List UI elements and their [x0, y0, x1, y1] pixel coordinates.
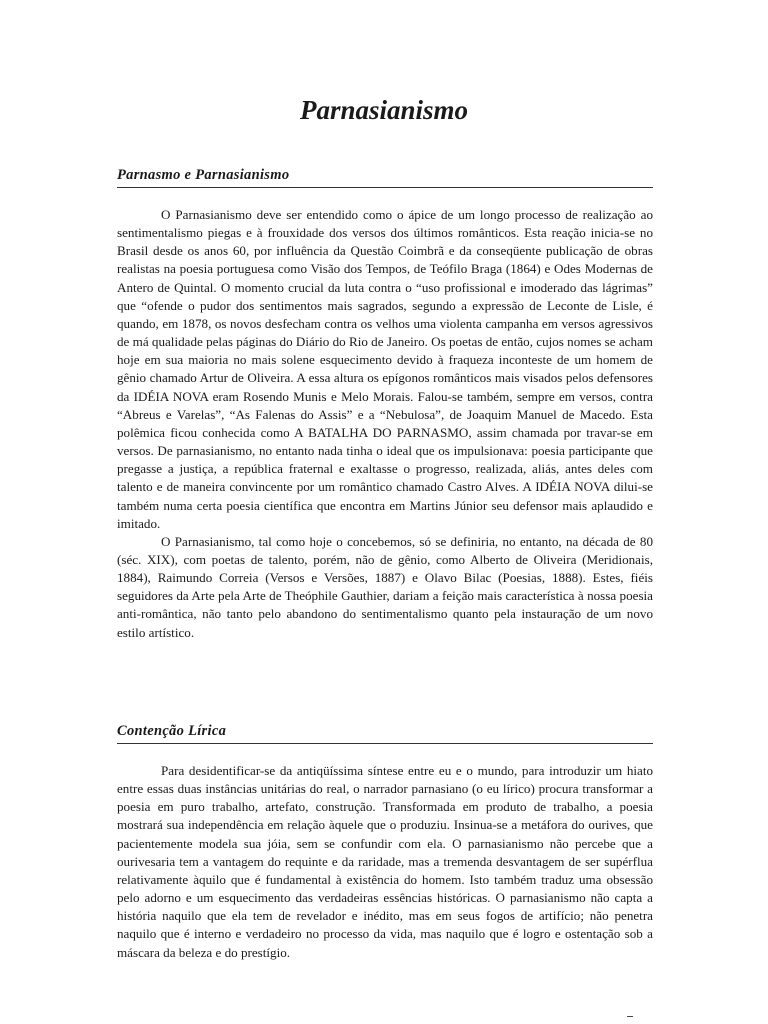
paragraph: Para desidentificar-se da antiqüíssima síntese entre eu e o mundo, para introduzir um hiato entre essas duas instâncias unitárias do real, o narrador parnasiano (o eu lírico) procura transformar a poesia em puro trabalho, artefato, construção. Transformada em produto de trabalho, a poesia mostrará sua independência em relação àquele que o produziu. Insinua-se a metáfora do ourives, que pacientemente modela sua jóia, sem se confundir com ela. O parnasianismo não percebe que a ourivesaria tem a vantagem do requinte e da raridade, mas a tremenda desvantagem de ser supérflua relativamente àquilo que é fundamental à existência do homem. Isto também traduz uma obsessão pelo adorno e um esquecimento das verdadeiras essências históricas. O parnasianismo não capta a história naquilo que ela tem de revelador e inédito, mas em seus fogos de artifício; não penetra naquilo que é interno e verdadeiro no processo da vida, mas naquilo que é logro e ostentação sob a máscara da beleza e do prestígio.	[117, 763, 653, 960]
section-body	[117, 762, 653, 962]
paragraph: O Parnasianismo, tal como hoje o concebemos, só se definiria, no entanto, na década de 80 (séc. XIX), com poetas de talento, porém, não de gênio, como Alberto de Oliveira (Meridionais, 1884), Raimundo Correia (Versos e Versões, 1887) e Olavo Bilac (Poesias, 1888). Estes, fiéis seguidores da Arte pela Arte de Theóphile Gauthier, dariam a feição mais característica à nossa poesia anti-romântica, não tanto pelo abandono do sentimentalismo quanto pela instauração de um novo estilo artístico.	[117, 533, 653, 640]
section-body	[117, 206, 653, 642]
paragraph: O Parnasianismo deve ser entendido como o ápice de um longo processo de realização ao sentimentalismo piegas e à frouxidade dos versos dos últimos românticos. Esta reação inicia-se no Brasil desde os anos 60, por influência da Questão Coimbrã e da conseqüente publicação de obras realistas na poesia portuguesa como Visão dos Tempos, de Teófilo Braga (1864) e Odes Modernas de Antero de Quintal. O momento crucial da luta contra o “uso profissional e imoderado das lágrimas” que “ofende o pudor dos sentimentos mais sagrados, segundo a expressão de Leconte de Lisle, é quando, em 1878, os novos desfecham contra os velhos uma violenta campanha em versos agressivos de má qualidade pelas páginas do Diário do Rio de Janeiro. Os poetas de então, cujos nomes se acham hoje em sua maioria no mais solene esquecimento devido à fraqueza inconteste de um homem de gênio chamado Artur de Oliveira. A essa altura os epígonos românticos mais visados pelos defensores da IDÉIA NOVA eram Rosendo Munis e Melo Morais. Falou-se também, sempre em versos, contra “Abreus e Varelas”, “As Falenas do Assis” e a “Nebulosa”, de Joaquim Manuel de Macedo. Esta polêmica ficou conhecida como A BATALHA DO PARNASMO, assim chamada por travar-se em versos. De parnasianismo, no entanto nada tinha o ideal que os impulsionava: poesia participante que pregasse a justiça, a república fraternal e exaltasse o progresso, realizada, aliás, antes deles com talento e de maneira convincente por um romântico chamado Castro Alves. A IDÉIA NOVA dilui-se também numa certa poesia científica que encontra em Martins Júnior seu defensor mais aplaudido e imitado.	[117, 207, 653, 531]
document-title: Parnasianismo	[299, 95, 469, 125]
page-edge-mark	[627, 1016, 633, 1020]
section-contencao-lirica	[117, 722, 653, 962]
section-heading: Parnasmo e Parnasianismo	[117, 166, 653, 188]
section-parnasmo	[117, 166, 653, 642]
section-heading: Contenção Lírica	[117, 722, 653, 744]
